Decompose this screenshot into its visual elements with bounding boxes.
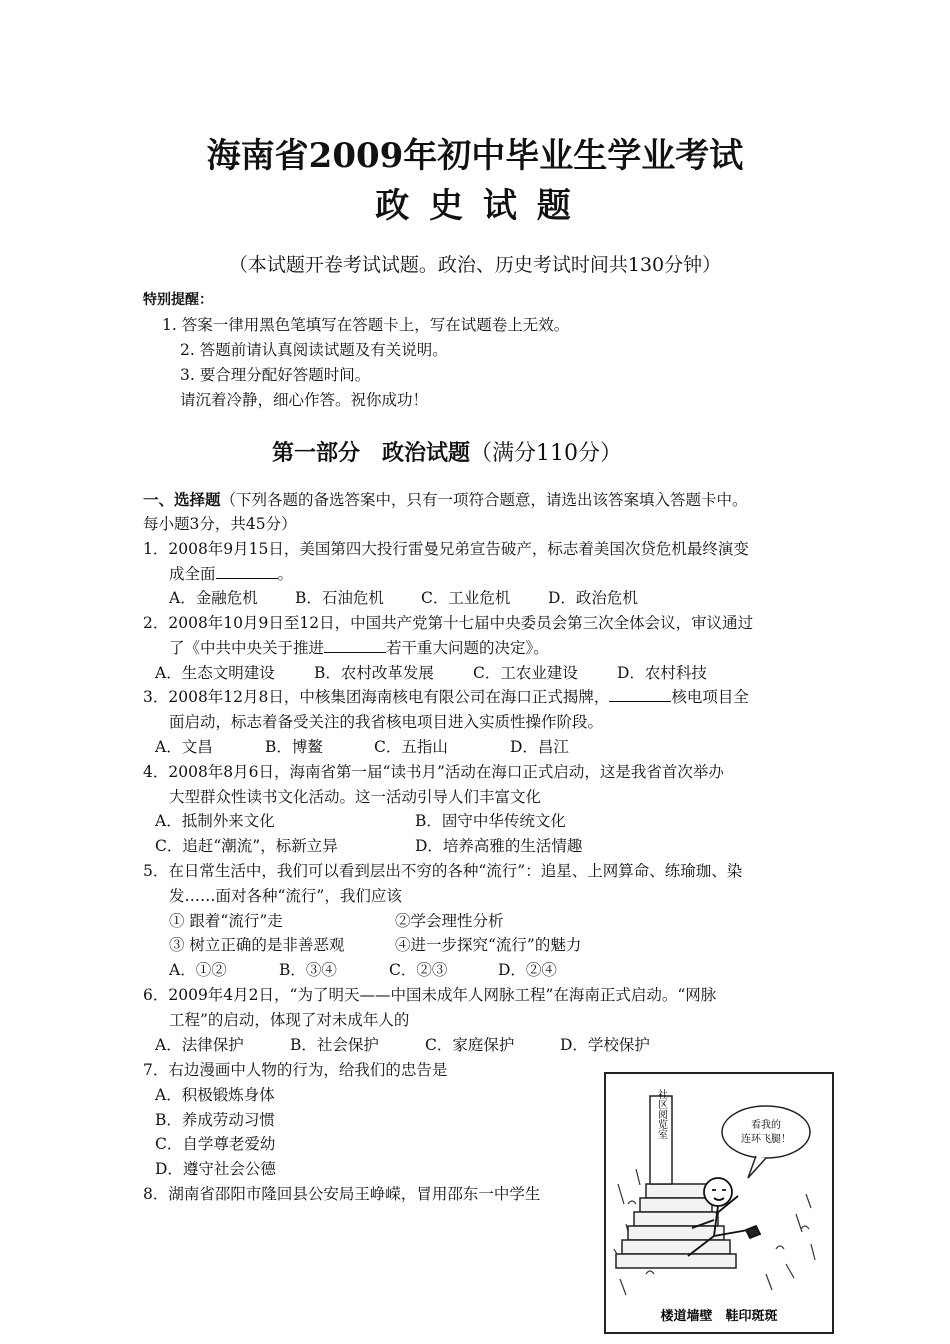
q3-stem-line2: 面启动，标志着备受关注的我省核电项目进入实质性操作阶段。 xyxy=(169,713,604,731)
q2-option-a: A．生态文明建设 xyxy=(155,664,275,682)
section1-instruction-line1: 一、选择题（下列各题的备选答案中，只有一项符合题意，请选出该答案填入答题卡中。 xyxy=(143,491,748,509)
q6-option-c: C．家庭保护 xyxy=(425,1036,515,1054)
q4-option-b: B．固守中华传统文化 xyxy=(415,812,566,830)
q1-stem-line2: 成全面 。 xyxy=(169,565,294,583)
q1-option-c: C．工业危机 xyxy=(421,589,511,607)
q6-stem-line2: 工程”的启动，体现了对未成年人的 xyxy=(169,1011,410,1029)
exam-title: 海南省2009年初中毕业生学业考试 xyxy=(206,136,744,176)
q5-option-d: D．②④ xyxy=(498,961,557,979)
comic-drawing xyxy=(606,1074,832,1332)
part1-heading-main: 第一部分 政治试题 xyxy=(272,440,471,466)
comic-sign-text: 社区阅览室 xyxy=(655,1089,667,1139)
q5-option-b: B．③④ xyxy=(279,961,337,979)
q7-stem: 7．右边漫画中人物的行为，给我们的忠告是 xyxy=(143,1061,448,1079)
comic-caption: 楼道墙壁 鞋印斑斑 xyxy=(660,1309,778,1324)
q2-stem-line2: 了《中共中央关于推进 若干重大问题的决定》。 xyxy=(169,639,549,657)
q5-option-a: A．①② xyxy=(169,961,227,979)
q7-option-c: C．自学尊老爱幼 xyxy=(155,1135,276,1153)
part1-heading-score: （满分110分） xyxy=(470,441,623,466)
q2-option-d: D．农村科技 xyxy=(617,664,707,682)
notice-item-2: 2. 答题前请认真阅读试题及有关说明。 xyxy=(180,341,448,359)
q5-stem-line1: 5．在日常生活中，我们可以看到层出不穷的各种“流行”：追星、上网算命、练瑜珈、染 xyxy=(143,862,743,880)
q4-option-d: D．培养高雅的生活情趣 xyxy=(415,837,583,855)
q3-stem-line1: 3．2008年12月8日，中核集团海南核电有限公司在海口正式揭牌， 核电项目全 xyxy=(143,688,749,706)
q3-option-d: D．昌江 xyxy=(510,738,569,756)
notice-item-3: 3. 要合理分配好答题时间。 xyxy=(180,366,371,384)
q4-stem-line2: 大型群众性读书文化活动。这一活动引导人们丰富文化 xyxy=(169,788,542,806)
q2-option-b: B．农村改革发展 xyxy=(314,664,434,682)
comic-illustration xyxy=(604,1072,834,1334)
q2-stem-line1: 2．2008年10月9日至12日，中国共产党第十七届中央委员会第三次全体会议，审议通过 xyxy=(143,614,754,632)
answer-blank xyxy=(216,564,278,579)
comic-bubble-line1: 看我的 xyxy=(751,1120,781,1131)
q1-stem-line1: 1．2008年9月15日，美国第四大投行雷曼兄弟宣告破产，标志着美国次贷危机最终演变 xyxy=(143,540,749,558)
q1-option-a: A．金融危机 xyxy=(169,589,258,607)
q1-option-b: B．石油危机 xyxy=(295,589,384,607)
answer-blank xyxy=(324,638,386,653)
notice-heading: 特别提醒： xyxy=(143,292,213,308)
q6-option-a: A．法律保护 xyxy=(155,1036,244,1054)
section1-label: 一、选择题 xyxy=(143,491,221,509)
q7-option-b: B．养成劳动习惯 xyxy=(155,1111,275,1129)
q5-statement-3: ③ 树立正确的是非善恶观 xyxy=(169,936,345,954)
q6-option-d: D．学校保护 xyxy=(560,1036,650,1054)
part1-heading xyxy=(272,436,622,467)
q7-option-a: A．积极锻炼身体 xyxy=(155,1086,275,1104)
q3-option-a: A．文昌 xyxy=(155,738,213,756)
q5-option-c: C．②③ xyxy=(389,961,448,979)
section1-instruction-line2: 每小题3分，共45分） xyxy=(143,515,297,533)
notice-item-1: 1. 答案一律用黑色笔填写在答题卡上，写在试题卷上无效。 xyxy=(162,316,570,334)
q5-statement-4: ④进一步探究“流行”的魅力 xyxy=(395,936,582,954)
q3-option-b: B．博鳌 xyxy=(265,738,323,756)
q5-stem-line2: 发……面对各种“流行”，我们应该 xyxy=(169,887,402,905)
q7-option-d: D．遵守社会公德 xyxy=(155,1160,276,1178)
q6-stem-line1: 6．2009年4月2日，“为了明天——中国未成年人网脉工程”在海南正式启动。“网脉 xyxy=(143,986,717,1004)
q4-stem-line1: 4．2008年8月6日，海南省第一届“读书月”活动在海口正式启动，这是我省首次举办 xyxy=(143,763,724,781)
q1-option-d: D．政治危机 xyxy=(548,589,638,607)
q3-option-c: C．五指山 xyxy=(374,738,448,756)
exam-subject-title: 政 史 试 题 xyxy=(375,186,575,226)
comic-bubble-line2: 连环飞腿！ xyxy=(741,1134,791,1145)
notice-closing: 请沉着冷静，细心作答。祝你成功！ xyxy=(180,391,429,409)
q6-option-b: B．社会保护 xyxy=(290,1036,379,1054)
q8-stem-line1: 8．湖南省邵阳市隆回县公安局王峥嵘，冒用邵东一中学生 xyxy=(143,1185,541,1203)
q5-statement-1: ① 跟着“流行”走 xyxy=(169,912,283,930)
q4-option-a: A．抵制外来文化 xyxy=(155,812,275,830)
exam-subtitle: （本试题开卷考试试题。政治、历史考试时间共130分钟） xyxy=(228,254,722,276)
answer-blank xyxy=(609,687,671,702)
q4-option-c: C．追赶“潮流”，标新立异 xyxy=(155,837,338,855)
q2-option-c: C．工农业建设 xyxy=(473,664,578,682)
q5-statement-2: ②学会理性分析 xyxy=(395,912,504,930)
